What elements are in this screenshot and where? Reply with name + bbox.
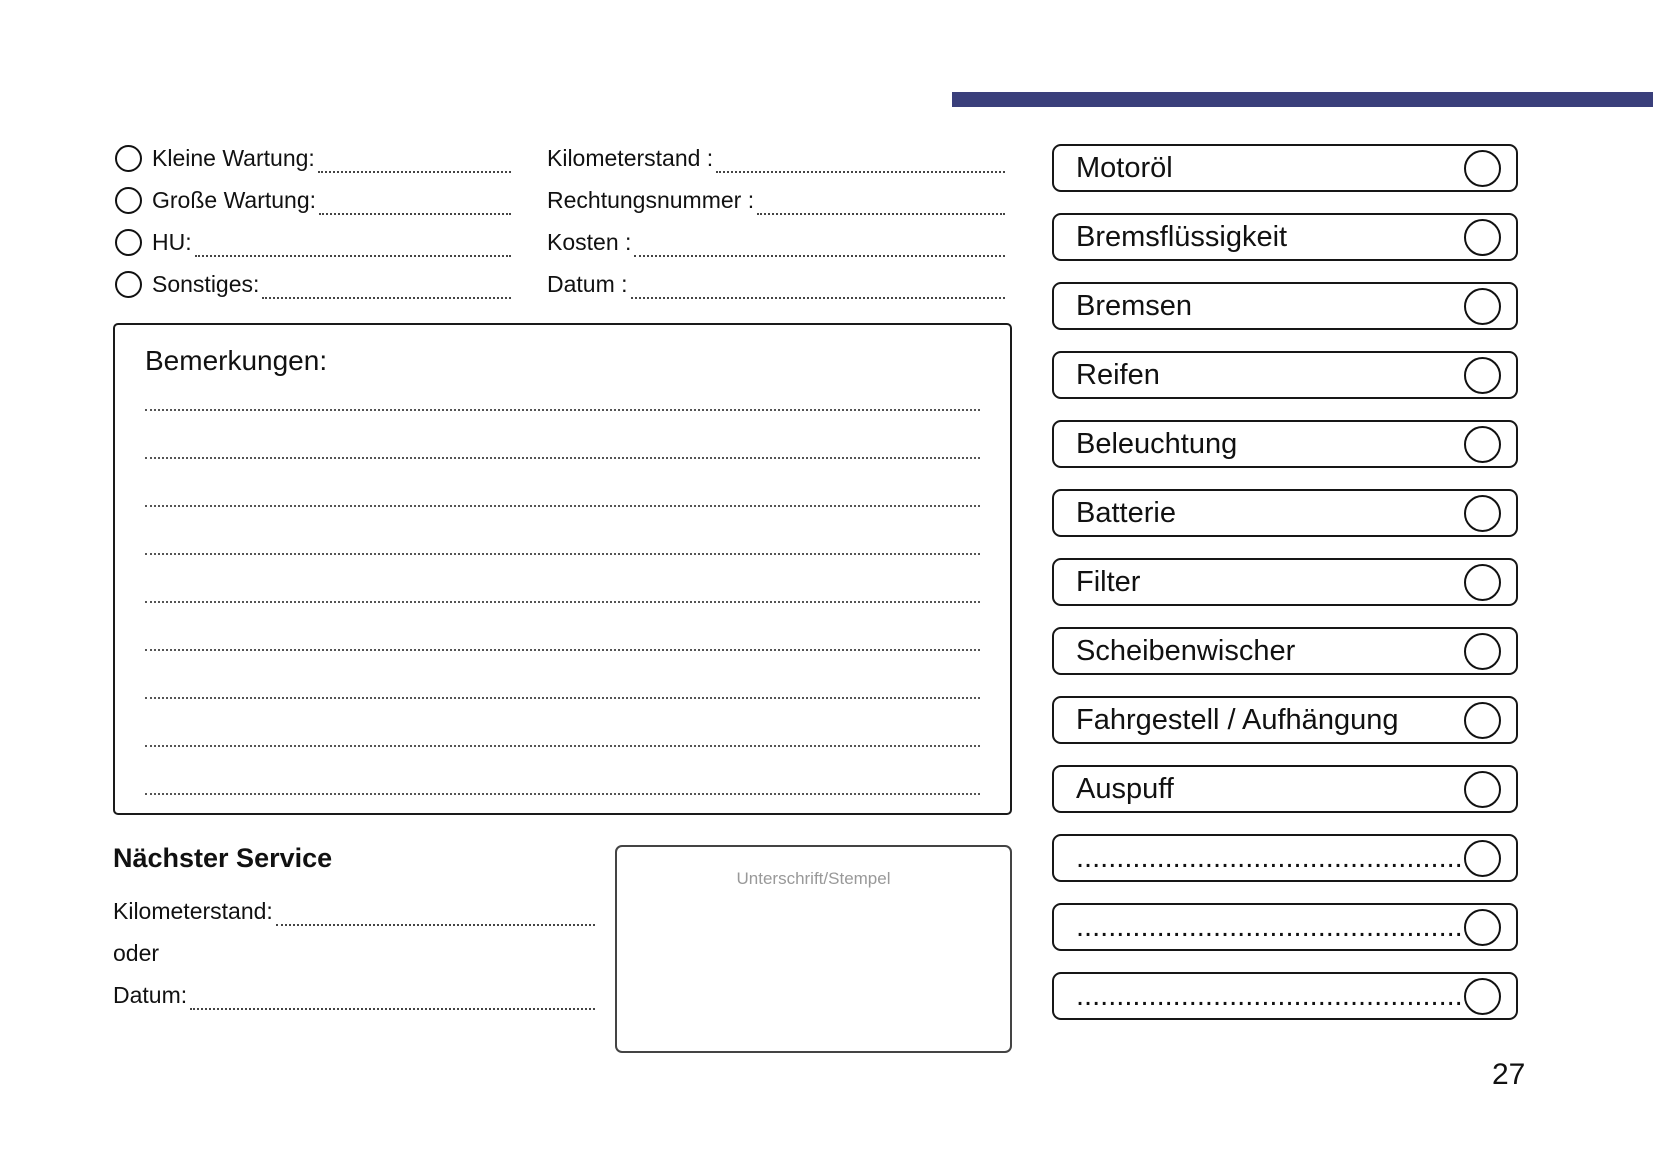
remark-line[interactable] [145,603,980,651]
fill-in-line[interactable] [757,185,1005,215]
next-service-row [113,974,595,1016]
checklist-item [1052,144,1518,192]
fill-in-line[interactable] [276,896,595,926]
next-service-row [113,932,595,974]
remark-line[interactable] [145,555,980,603]
detail-field-row [547,137,1005,179]
detail-field-list [547,137,1005,305]
checklist-item-label: Motoröl [1076,151,1173,184]
check-circle-icon[interactable] [1464,633,1501,670]
remark-line[interactable] [145,747,980,795]
checklist-item [1052,213,1518,261]
fill-in-line[interactable] [319,185,511,215]
remark-line[interactable] [145,411,980,459]
checklist-item-label: ................................................ [1076,979,1463,1012]
checklist-item-label: ................................................ [1076,910,1463,943]
checklist-item-label: Filter [1076,565,1141,598]
detail-field-row [547,179,1005,221]
next-service-row [113,890,595,932]
service-type-label: Sonstiges: [152,270,260,297]
remarks-box [113,323,1012,815]
checklist-item [1052,696,1518,744]
checklist-item [1052,489,1518,537]
check-circle-icon[interactable] [1464,357,1501,394]
radio-circle-icon[interactable] [115,271,142,298]
check-circle-icon[interactable] [1464,150,1501,187]
service-type-label: HU: [152,228,192,255]
signature-stamp-label: Unterschrift/Stempel [736,869,891,888]
check-circle-icon[interactable] [1464,564,1501,601]
remark-line[interactable] [145,507,980,555]
fill-in-line[interactable] [262,269,511,299]
next-service-label: Kilometerstand: [113,897,273,924]
check-circle-icon[interactable] [1464,495,1501,532]
check-circle-icon[interactable] [1464,426,1501,463]
signature-stamp-box[interactable] [615,845,1012,1053]
accent-bar [952,92,1653,107]
fill-in-line[interactable] [318,143,511,173]
service-type-row [115,263,511,305]
radio-circle-icon[interactable] [115,145,142,172]
service-type-label: Große Wartung: [152,186,317,213]
next-service-label: Datum: [113,981,188,1008]
check-circle-icon[interactable] [1464,978,1501,1015]
check-circle-icon[interactable] [1464,219,1501,256]
checklist-item [1052,282,1518,330]
remarks-lines [115,385,1010,795]
checklist-item-label: Auspuff [1076,772,1174,805]
checklist-item-label: Bremsflüssigkeit [1076,220,1288,253]
radio-circle-icon[interactable] [115,187,142,214]
service-type-list [115,137,511,305]
next-service-title: Nächster Service [113,843,333,873]
checklist-item [1052,765,1518,813]
detail-field-label: Datum : [547,270,628,297]
checklist-item-label: Bremsen [1076,289,1193,322]
checklist-item [1052,972,1518,1020]
service-type-row [115,221,511,263]
service-type-row [115,179,511,221]
fill-in-line[interactable] [195,227,511,257]
detail-field-label: Rechtungsnummer : [547,186,755,213]
checklist-item-label: Fahrgestell / Aufhängung [1076,703,1399,736]
remarks-title: Bemerkungen: [145,345,328,376]
detail-field-label: Kilometerstand : [547,144,714,171]
detail-field-row [547,221,1005,263]
check-circle-icon[interactable] [1464,702,1501,739]
next-service-section [113,843,595,1016]
checklist-item [1052,558,1518,606]
fill-in-line[interactable] [716,143,1005,173]
next-service-label: oder [113,939,160,966]
checklist-item [1052,627,1518,675]
check-circle-icon[interactable] [1464,909,1501,946]
checklist-item [1052,351,1518,399]
remark-line[interactable] [145,699,980,747]
checklist [1052,144,1518,1041]
service-type-label: Kleine Wartung: [152,144,315,171]
remark-line[interactable] [145,651,980,699]
checklist-item-label: Beleuchtung [1076,427,1238,460]
service-type-row [115,137,511,179]
fill-in-line[interactable] [631,269,1005,299]
checklist-item-label: Reifen [1076,358,1160,391]
checklist-item [1052,903,1518,951]
detail-field-label: Kosten : [547,228,632,255]
next-service-fields [113,890,595,1016]
checklist-item-label: ................................................ [1076,841,1463,874]
radio-circle-icon[interactable] [115,229,142,256]
checklist-item-label: Batterie [1076,496,1176,529]
detail-field-row [547,263,1005,305]
checklist-item-label: Scheibenwischer [1076,634,1296,667]
remark-line[interactable] [145,385,980,411]
check-circle-icon[interactable] [1464,288,1501,325]
check-circle-icon[interactable] [1464,840,1501,877]
remark-line[interactable] [145,459,980,507]
fill-in-line[interactable] [190,980,595,1010]
checklist-item [1052,834,1518,882]
check-circle-icon[interactable] [1464,771,1501,808]
page-number: 27 [1492,1058,1526,1091]
fill-in-line[interactable] [634,227,1005,257]
checklist-item [1052,420,1518,468]
